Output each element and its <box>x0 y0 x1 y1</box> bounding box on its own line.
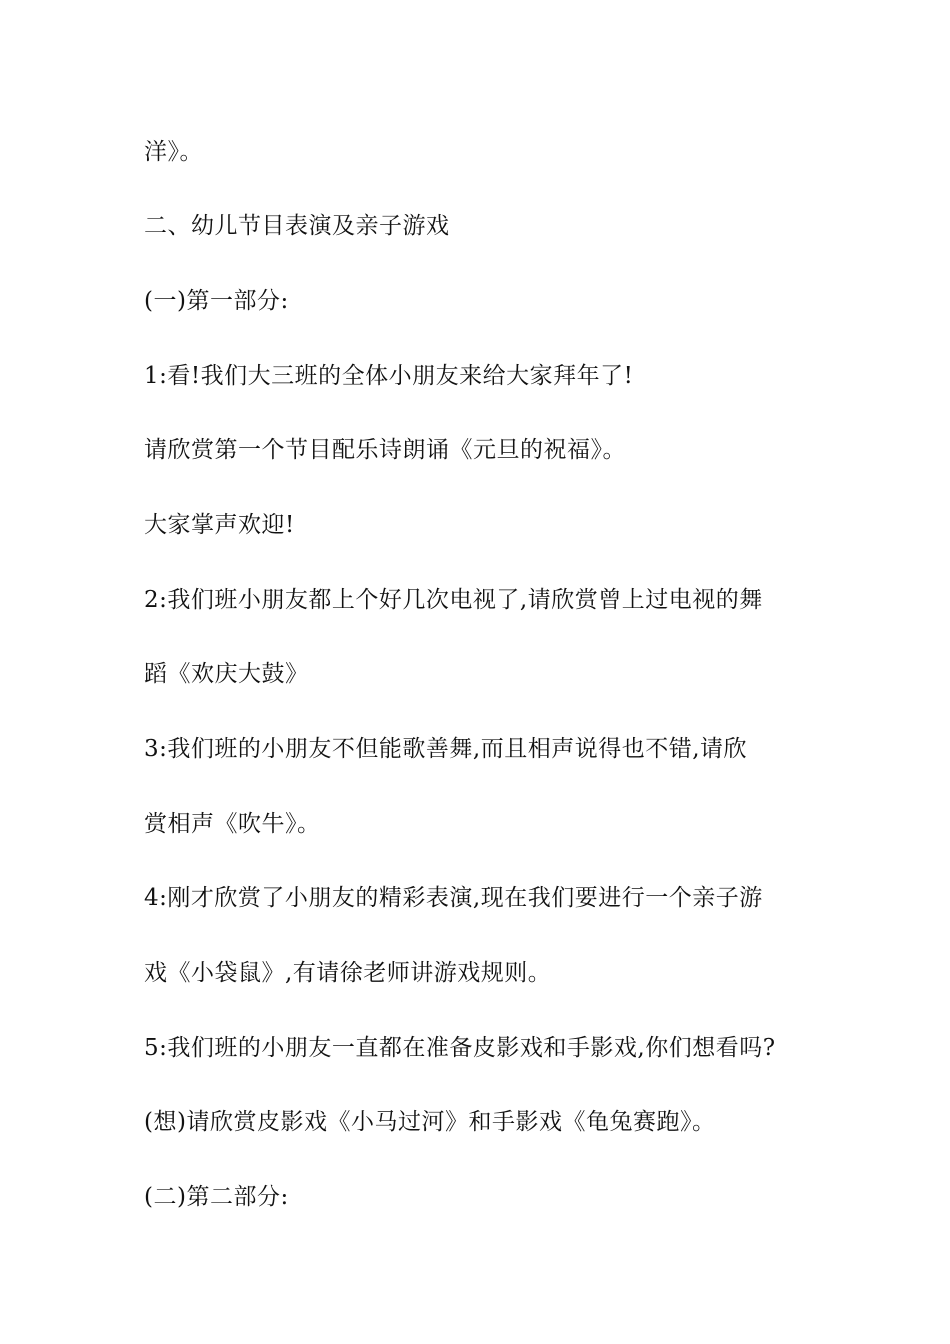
text-line: 赏相声《吹牛》。 <box>144 811 321 837</box>
text-line: 大家掌声欢迎! <box>144 512 295 538</box>
subsection-heading-part-one: (一)第一部分: <box>144 288 289 314</box>
text-line-item-4: 4:刚才欣赏了小朋友的精彩表演,现在我们要进行一个亲子游 <box>144 885 763 911</box>
text-line-item-5: 5:我们班的小朋友一直都在准备皮影戏和手影戏,你们想看吗? <box>144 1035 776 1061</box>
text-line-continuation: 洋》。 <box>144 139 203 165</box>
text-line: (想)请欣赏皮影戏《小马过河》和手影戏《龟兔赛跑》。 <box>144 1109 716 1135</box>
text-line: 戏《小袋鼠》,有请徐老师讲游戏规则。 <box>144 960 552 986</box>
text-line-item-1: 1:看!我们大三班的全体小朋友来给大家拜年了! <box>144 363 634 389</box>
text-line: 蹈《欢庆大鼓》 <box>144 661 309 687</box>
text-line: 请欣赏第一个节目配乐诗朗诵《元旦的祝福》。 <box>144 437 626 463</box>
text-line-item-2: 2:我们班小朋友都上个好几次电视了,请欣赏曾上过电视的舞 <box>144 587 763 613</box>
subsection-heading-part-two: (二)第二部分: <box>144 1184 289 1210</box>
section-heading: 二、幼儿节目表演及亲子游戏 <box>144 213 450 239</box>
text-line-item-3: 3:我们班的小朋友不但能歌善舞,而且相声说得也不错,请欣 <box>144 736 748 762</box>
